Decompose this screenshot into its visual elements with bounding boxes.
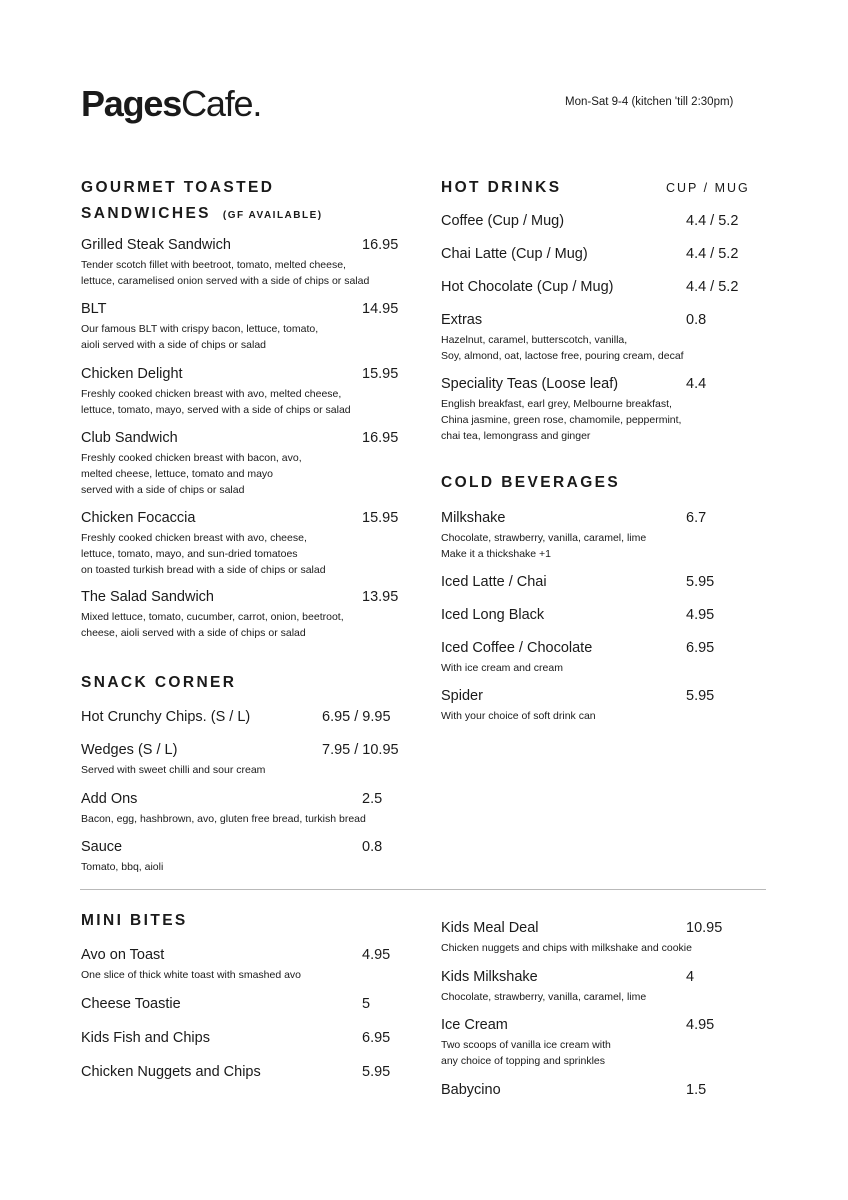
cafe-logo [81,83,262,124]
sandwiches-heading-line2 [81,201,323,229]
item-name: Chai Latte (Cup / Mug) [441,246,588,262]
sandwiches-heading-text: SANDWICHES [81,205,211,222]
item-description: Chocolate, strawberry, vanilla, caramel, lime [441,991,647,1003]
item-name: The Salad Sandwich [81,589,214,605]
item-price: 10.95 [686,920,723,936]
item-name: Spider [441,688,483,704]
item-price: 5.95 [686,688,715,704]
item-description: Freshly cooked chicken breast with avo, cheese, lettuce, tomato, mayo, and sun-dried tomatoes on toasted turkish bread with a side of chips or salad [81,532,326,576]
item-description: Tender scotch fillet with beetroot, tomato, melted cheese, lettuce, caramelised onion served with a side of chips or salad [81,259,370,287]
item-price: 4.4 / 5.2 [686,213,739,229]
item-name: Speciality Teas (Loose leaf) [441,376,619,392]
item-description: Two scoops of vanilla ice cream with any choice of topping and sprinkles [441,1039,611,1067]
item-name: Kids Fish and Chips [81,1030,210,1046]
snack-heading: SNACK CORNER [81,674,237,691]
item-price: 5.95 [362,1064,391,1080]
item-name: Kids Meal Deal [441,920,539,936]
item-description: Chocolate, strawberry, vanilla, caramel, lime Make it a thickshake +1 [441,532,647,560]
item-price: 4 [686,969,695,985]
item-price: 15.95 [362,510,399,526]
item-description: Chicken nuggets and chips with milkshake and cookie [441,942,692,954]
item-name: Coffee (Cup / Mug) [441,213,565,229]
item-price: 4.4 / 5.2 [686,279,739,295]
item-name: Hot Chocolate (Cup / Mug) [441,279,614,295]
logo-bold: Pages [81,83,182,124]
item-price: 0.8 [362,839,383,855]
sandwiches-heading [81,175,323,229]
item-price: 6.95 [362,1030,391,1046]
logo-light: Cafe. [181,83,262,124]
item-price: 16.95 [362,430,399,446]
item-price: 13.95 [362,589,399,605]
item-name: Milkshake [441,510,506,526]
item-price: 2.5 [362,791,383,807]
item-name: Babycino [441,1082,501,1098]
item-price: 4.95 [362,947,391,963]
gf-available-note: (GF AVAILABLE) [222,210,323,221]
item-name: Ice Cream [441,1017,508,1033]
item-description: With your choice of soft drink can [441,710,596,722]
item-price: 4.4 / 5.2 [686,246,739,262]
sandwiches-heading-line1: GOURMET TOASTED [81,179,275,196]
item-price: 4.4 [686,376,707,392]
item-price: 6.7 [686,510,707,526]
item-name: Chicken Delight [81,366,183,382]
item-price: 6.95 [686,640,715,656]
item-price: 15.95 [362,366,399,382]
item-price: 1.5 [686,1082,707,1098]
section-divider [80,889,766,890]
item-description: Tomato, bbq, aioli [81,861,164,873]
item-price: 16.95 [362,237,399,253]
item-description: Freshly cooked chicken breast with avo, melted cheese, lettuce, tomato, mayo, served with a side of chips or salad [81,388,351,416]
opening-hours: Mon-Sat 9-4 (kitchen 'till 2:30pm) [565,96,734,108]
cup-mug-label: CUP / MUG [666,181,750,195]
item-price: 5.95 [686,574,715,590]
item-description: Bacon, egg, hashbrown, avo, gluten free bread, turkish bread [81,813,366,825]
item-description: With ice cream and cream [441,662,563,674]
item-name: Avo on Toast [81,947,165,963]
item-description: Freshly cooked chicken breast with bacon, avo, melted cheese, lettuce, tomato and mayo served with a side of chips or salad [81,452,302,496]
item-name: Iced Coffee / Chocolate [441,640,593,656]
item-price: 5 [362,996,371,1012]
item-name: BLT [81,301,107,317]
hot-drinks-heading: HOT DRINKS [441,179,562,196]
item-description: Mixed lettuce, tomato, cucumber, carrot, onion, beetroot, cheese, aioli served with a side of chips or salad [81,611,344,639]
item-price: 7.95 / 10.95 [322,742,399,758]
item-name: Hot Crunchy Chips. (S / L) [81,709,251,725]
item-description: Our famous BLT with crispy bacon, lettuce, tomato, aioli served with a side of chips or salad [81,323,319,351]
item-name: Cheese Toastie [81,996,181,1012]
item-name: Chicken Nuggets and Chips [81,1064,261,1080]
item-price: 4.95 [686,1017,715,1033]
item-name: Sauce [81,839,123,855]
item-description: English breakfast, earl grey, Melbourne breakfast, China jasmine, green rose, chamomile, peppermint, chai tea, lemongrass and ginger [441,398,682,442]
item-name: Wedges (S / L) [81,742,178,758]
item-name: Chicken Focaccia [81,510,196,526]
item-name: Club Sandwich [81,430,178,446]
item-price: 6.95 / 9.95 [322,709,391,725]
item-description: One slice of thick white toast with smashed avo [81,969,302,981]
item-price: 0.8 [686,312,707,328]
mini-bites-heading: MINI BITES [81,912,188,929]
item-name: Kids Milkshake [441,969,538,985]
item-price: 14.95 [362,301,399,317]
item-description: Served with sweet chilli and sour cream [81,764,266,776]
item-name: Add Ons [81,791,138,807]
item-name: Iced Long Black [441,607,545,623]
item-price: 4.95 [686,607,715,623]
item-name: Grilled Steak Sandwich [81,237,231,253]
item-name: Extras [441,312,483,328]
cold-beverages-heading: COLD BEVERAGES [441,474,621,491]
item-description: Hazelnut, caramel, butterscotch, vanilla, Soy, almond, oat, lactose free, pouring cream, decaf [441,334,684,362]
item-name: Iced Latte / Chai [441,574,547,590]
